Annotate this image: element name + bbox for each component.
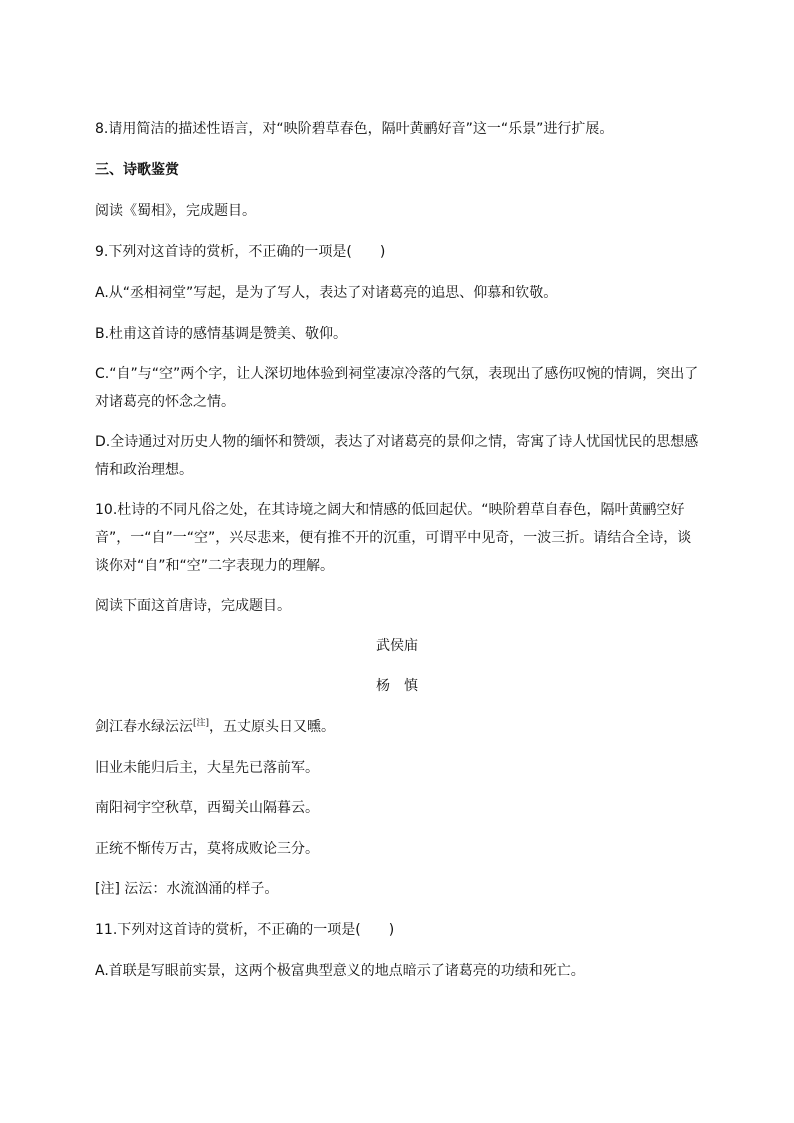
- question-9-option-d-line1: D.全诗通过对历史人物的缅怀和赞颂，表达了对诸葛亮的景仰之情，寄寓了诗人忧国忧民的思想感: [95, 434, 699, 450]
- question-10-line2: 音”，一“自”一“空”，兴尽悲来，便有推不开的沉重，可谓平中见奇，一波三折。请结合全诗，谈: [95, 530, 692, 546]
- poem-line-4: 正统不惭传万古，莫将成败论三分。: [95, 841, 319, 857]
- question-9-stem: 9.下列对这首诗的赏析，不正确的一项是( ): [95, 244, 386, 260]
- question-9-option-b: B.杜甫这首诗的感情基调是赞美、敬仰。: [95, 326, 348, 342]
- section-heading-poetry: 三、诗歌鉴赏: [95, 162, 179, 178]
- poem-line-3: 南阳祠宇空秋草，西蜀关山隔暮云。: [95, 800, 319, 816]
- question-8: 8.请用简洁的描述性语言，对“映阶碧草春色，隔叶黄鹂好音”这一“乐景”进行扩展。: [95, 121, 614, 137]
- poem-line-2: 旧业未能归后主，大星先已落前军。: [95, 760, 319, 776]
- poem-author: 杨 慎: [376, 678, 418, 694]
- poem-line-1: [95, 713, 705, 741]
- question-9-option-c-line2: 对诸葛亮的怀念之情。: [95, 394, 235, 410]
- question-9-option-a: A.从“丞相祠堂”写起，是为了写人，表达了对诸葛亮的追思、仰慕和钦敬。: [95, 285, 558, 301]
- question-9-option-c-line1: C.“自”与“空”两个字，让人深切地体验到祠堂凄凉冷落的气氛，表现出了感伤叹惋的情调，突出了: [95, 366, 699, 382]
- question-9-option-d-line2: 情和政治理想。: [95, 462, 193, 478]
- question-10-line1: 10.杜诗的不同凡俗之处，在其诗境之阔大和情感的低回起伏。“映阶碧草自春色，隔叶黄鹂空好: [95, 502, 685, 518]
- question-11-stem: 11.下列对这首诗的赏析，不正确的一项是( ): [95, 922, 395, 938]
- poem-footnote: [注] 沄沄：水流汹涌的样子。: [95, 881, 279, 897]
- poem-line-1-end: ，五丈原头日又曛。: [209, 719, 336, 735]
- question-10-line3: 谈你对“自”和“空”二字表现力的理解。: [95, 558, 335, 574]
- reading-instruction-1: 阅读《蜀相》，完成题目。: [95, 203, 256, 219]
- poem-title: 武侯庙: [376, 638, 418, 654]
- footnote-marker: [注]: [193, 718, 210, 729]
- reading-instruction-2: 阅读下面这首唐诗，完成题目。: [95, 598, 291, 614]
- poem-line-1-start: 剑江春水绿沄沄: [95, 719, 193, 735]
- question-11-option-a: A.首联是写眼前实景，这两个极富典型意义的地点暗示了诸葛亮的功绩和死亡。: [95, 963, 585, 979]
